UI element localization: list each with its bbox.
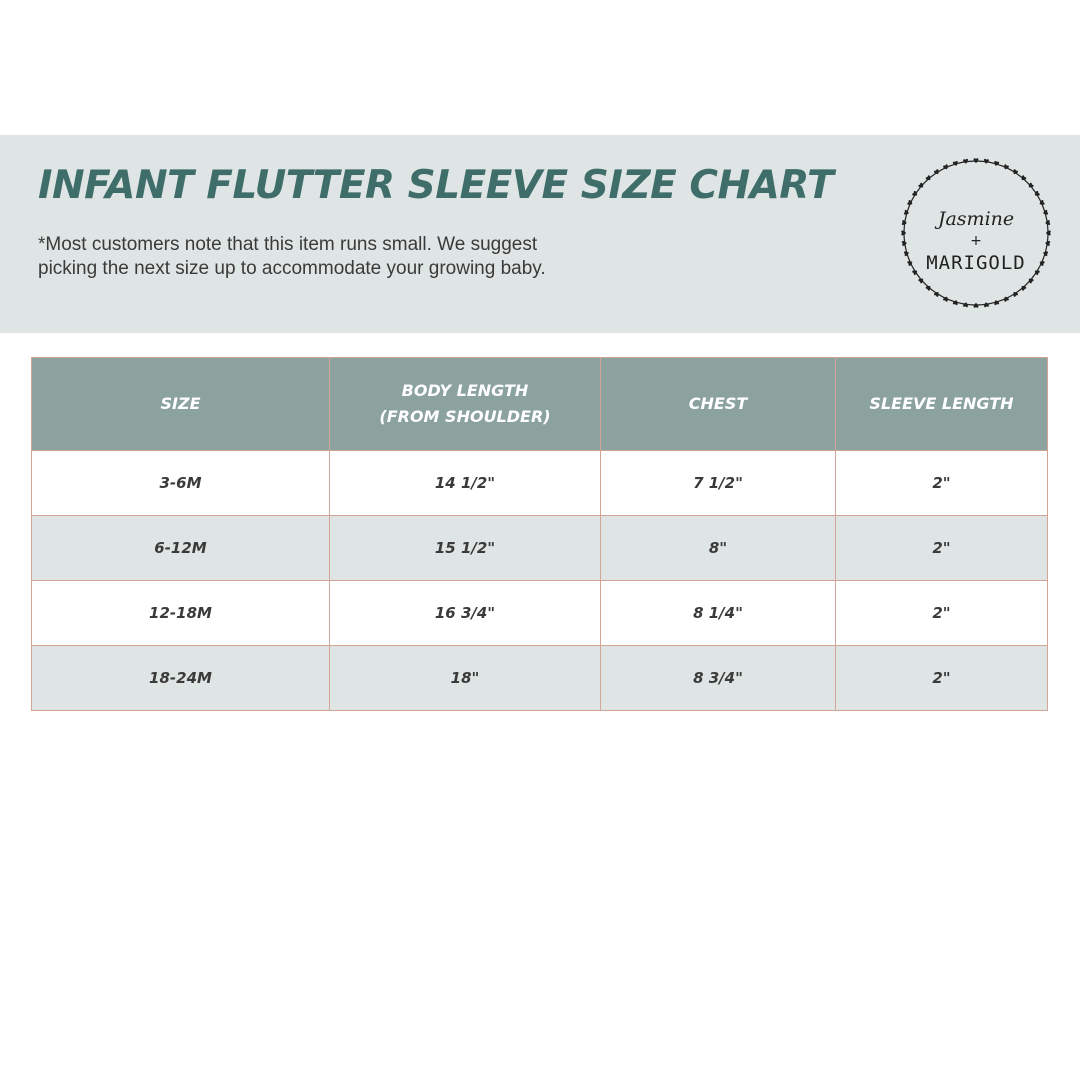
wreath-heart [963, 159, 969, 164]
fit-note-line: *Most customers note that this item runs small. We suggest [38, 234, 538, 255]
wreath-heart [1045, 241, 1050, 247]
cell-sleeve-length: 2" [836, 581, 1048, 646]
header-size: SIZE [32, 358, 330, 451]
cell-chest: 8 3/4" [601, 646, 836, 711]
wreath-heart [984, 302, 990, 307]
header-sleeve-length: SLEEVE LENGTH [836, 358, 1048, 451]
wreath-heart [902, 241, 907, 247]
cell-size: 3-6M [32, 451, 330, 516]
cell-chest: 7 1/2" [601, 451, 836, 516]
table-row [32, 646, 1048, 711]
header-banner [0, 135, 1080, 333]
cell-body-length: 14 1/2" [330, 451, 601, 516]
fit-note [38, 233, 658, 281]
brand-logo [896, 153, 1056, 313]
cell-size: 18-24M [32, 646, 330, 711]
cell-sleeve-length: 2" [836, 451, 1048, 516]
cell-size: 6-12M [32, 516, 330, 581]
cell-sleeve-length: 2" [836, 646, 1048, 711]
wreath-heart [974, 303, 979, 308]
table-row [32, 581, 1048, 646]
logo-text-marigold: MARIGOLD [926, 252, 1026, 274]
cell-chest: 8" [601, 516, 836, 581]
fit-note-line: picking the next size up to accommodate your growing baby. [38, 258, 546, 279]
cell-body-length: 15 1/2" [330, 516, 601, 581]
page-title: INFANT FLUTTER SLEEVE SIZE CHART [38, 163, 834, 208]
table-row [32, 516, 1048, 581]
header-body-length: BODY LENGTH (FROM SHOULDER) [330, 358, 601, 451]
cell-sleeve-length: 2" [836, 516, 1048, 581]
size-table [31, 357, 1048, 711]
header-chest: CHEST [601, 358, 836, 451]
heart-wreath-icon [896, 153, 1056, 313]
wreath-heart [901, 231, 906, 236]
cell-body-length: 18" [330, 646, 601, 711]
logo-text-plus: + [970, 233, 982, 249]
cell-chest: 8 1/4" [601, 581, 836, 646]
table-header-row [32, 358, 1048, 451]
table-row [32, 451, 1048, 516]
logo-text-jasmine: Jasmine [937, 208, 1015, 230]
cell-size: 12-18M [32, 581, 330, 646]
wreath-heart [974, 158, 979, 163]
wreath-heart [902, 220, 907, 226]
cell-body-length: 16 3/4" [330, 581, 601, 646]
wreath-heart [1046, 231, 1051, 236]
wreath-heart [963, 302, 969, 307]
wreath-heart [984, 159, 990, 164]
wreath-heart [1045, 220, 1050, 226]
